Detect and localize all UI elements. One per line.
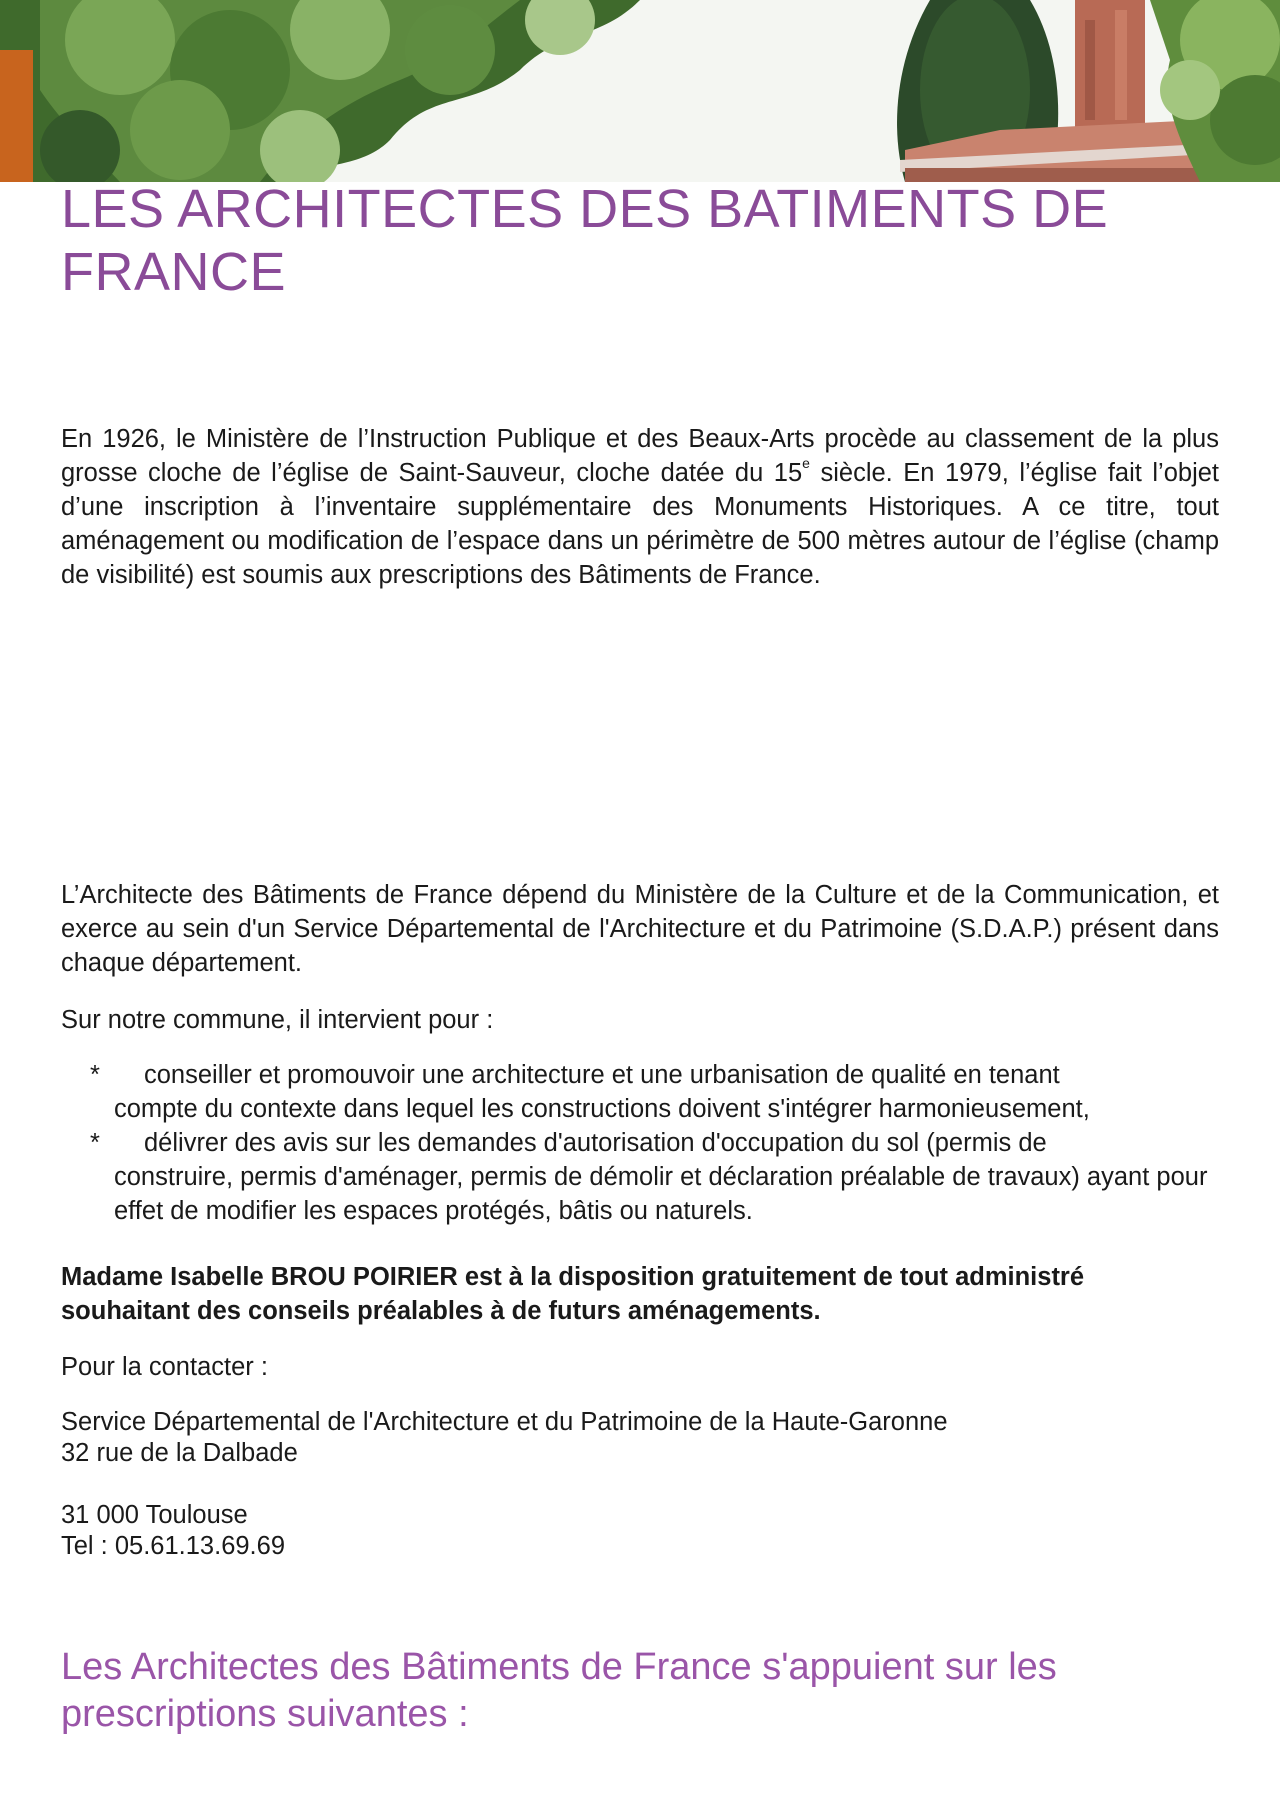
contact-address [61,1407,948,1562]
contact-service: Service Départemental de l'Architecture et du Patrimoine de la Haute-Garonne [61,1408,948,1436]
contact-phone: Tel : 05.61.13.69.69 [61,1532,286,1560]
page-title: LES ARCHITECTES DES BATIMENTS DE FRANCE [61,179,1109,302]
contact-street: 32 rue de la Dalbade [61,1439,298,1467]
banner-illustration [0,0,1280,182]
contact-notice: Madame Isabelle BROU POIRIER est à la disposition gratuitement de tout administré souhaitant des conseils préalables à de futurs aménagements. [61,1263,1085,1325]
contact-city: 31 000 Toulouse [61,1501,248,1529]
bullet-line: conseiller et promouvoir une architecture et une urbanisation de qualité en tenant [144,1061,1060,1089]
intro-paragraph [61,422,1219,592]
bullet-marker: * [90,1061,100,1089]
intervention-intro: Sur notre commune, il intervient pour : [61,1006,494,1034]
header-banner-photo [0,0,1280,182]
list-item [90,1058,1210,1126]
accent-bar [0,50,33,182]
list-item [90,1126,1210,1228]
role-paragraph: L’Architecte des Bâtiments de France dépend du Ministère de la Culture et de la Communication, et exerce au sein d'un Service Départemental de l'Architecture et du Patrimoine (S.D.A.P.) présent dans chaque département. [61,881,1219,977]
bullet-continuation: construire, permis d'aménager, permis de démolir et déclaration préalable de travaux) ayant pour effet de modifier les espaces protégés, bâtis ou naturels. [114,1163,1208,1225]
intervention-list [90,1058,1210,1228]
section-heading: Les Architectes des Bâtiments de France s'appuient sur les prescriptions suivantes : [61,1646,1057,1735]
intro-superscript: e [802,455,810,471]
contact-intro: Pour la contacter : [61,1353,268,1381]
intro-text-2: siècle. En 1979, l’église fait l’objet d’une inscription à l’inventaire supplémentaire des Monuments Historiques. A ce titre, tout aménagement ou modification de l’espace dans un périmètre de 500 mètres autour de l’église (champ de visibilité) est soumis aux prescriptions des Bâtiments de France. [61,459,1219,589]
intro-text-1: En 1926, le Ministère de l’Instruction Publique et des Beaux-Arts procède au classement de la plus grosse cloche de l’église de Saint-Sauveur, cloche datée du 15 [61,425,1219,487]
bullet-line: délivrer des avis sur les demandes d'autorisation d'occupation du sol (permis de [144,1129,1047,1157]
bullet-continuation: compte du contexte dans lequel les constructions doivent s'intégrer harmonieusement, [114,1095,1090,1123]
bullet-marker: * [90,1129,100,1157]
